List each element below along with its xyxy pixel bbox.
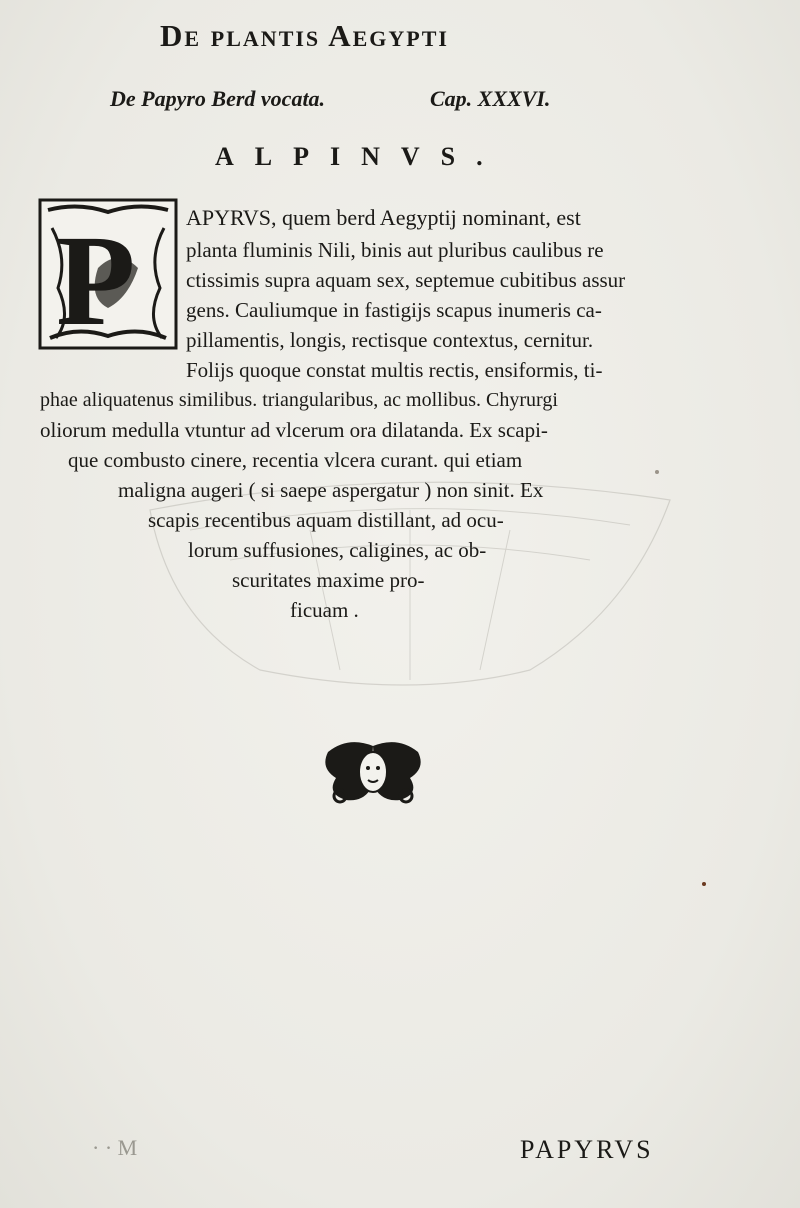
text-line: planta fluminis Nili, binis aut pluribus caulibus re bbox=[186, 238, 604, 262]
chapter-title: De Papyro Berd vocata. bbox=[110, 86, 326, 111]
text-line: ficuam . bbox=[290, 598, 359, 622]
chapter-number: Cap. XXXVI. bbox=[430, 86, 551, 111]
printers-ornament bbox=[318, 738, 428, 808]
text-line: phae aliquatenus similibus. triangularibus, ac mollibus. Chyrurgi bbox=[40, 389, 558, 411]
text-line: APYRVS, quem berd Aegyptij nominant, est bbox=[186, 205, 581, 230]
signature-mark: · · M bbox=[92, 1135, 138, 1160]
text-line: scapis recentibus aquam distillant, ad ocu- bbox=[148, 508, 504, 532]
text-line: pillamentis, longis, rectisque contextus, cernitur. bbox=[186, 328, 594, 352]
text-line: Folijs quoque constat multis rectis, ensiformis, ti- bbox=[186, 358, 603, 382]
ink-speck bbox=[655, 470, 659, 474]
text-line: que combusto cinere, recentia vlcera curant. qui etiam bbox=[68, 448, 523, 472]
initial-letter: P bbox=[56, 209, 136, 350]
text-line: ctissimis supra aquam sex, septemue cubitibus assur bbox=[186, 268, 626, 292]
text-line: lorum suffusiones, caligines, ac ob- bbox=[188, 538, 487, 562]
author-heading: ALPINVS. bbox=[215, 142, 504, 171]
running-head: De plantis Aegypti bbox=[160, 18, 449, 53]
text-line: maligna augeri ( si saepe aspergatur ) non sinit. Ex bbox=[118, 478, 544, 502]
text-line: scuritates maxime pro- bbox=[232, 568, 425, 592]
catchword: PAPYRVS bbox=[520, 1135, 654, 1164]
ink-speck bbox=[702, 882, 706, 886]
text-line: oliorum medulla vtuntur ad vlcerum ora dilatanda. Ex scapi- bbox=[40, 418, 548, 442]
decorated-initial bbox=[38, 198, 178, 350]
text-line: gens. Cauliumque in fastigijs scapus inumeris ca- bbox=[186, 298, 602, 322]
